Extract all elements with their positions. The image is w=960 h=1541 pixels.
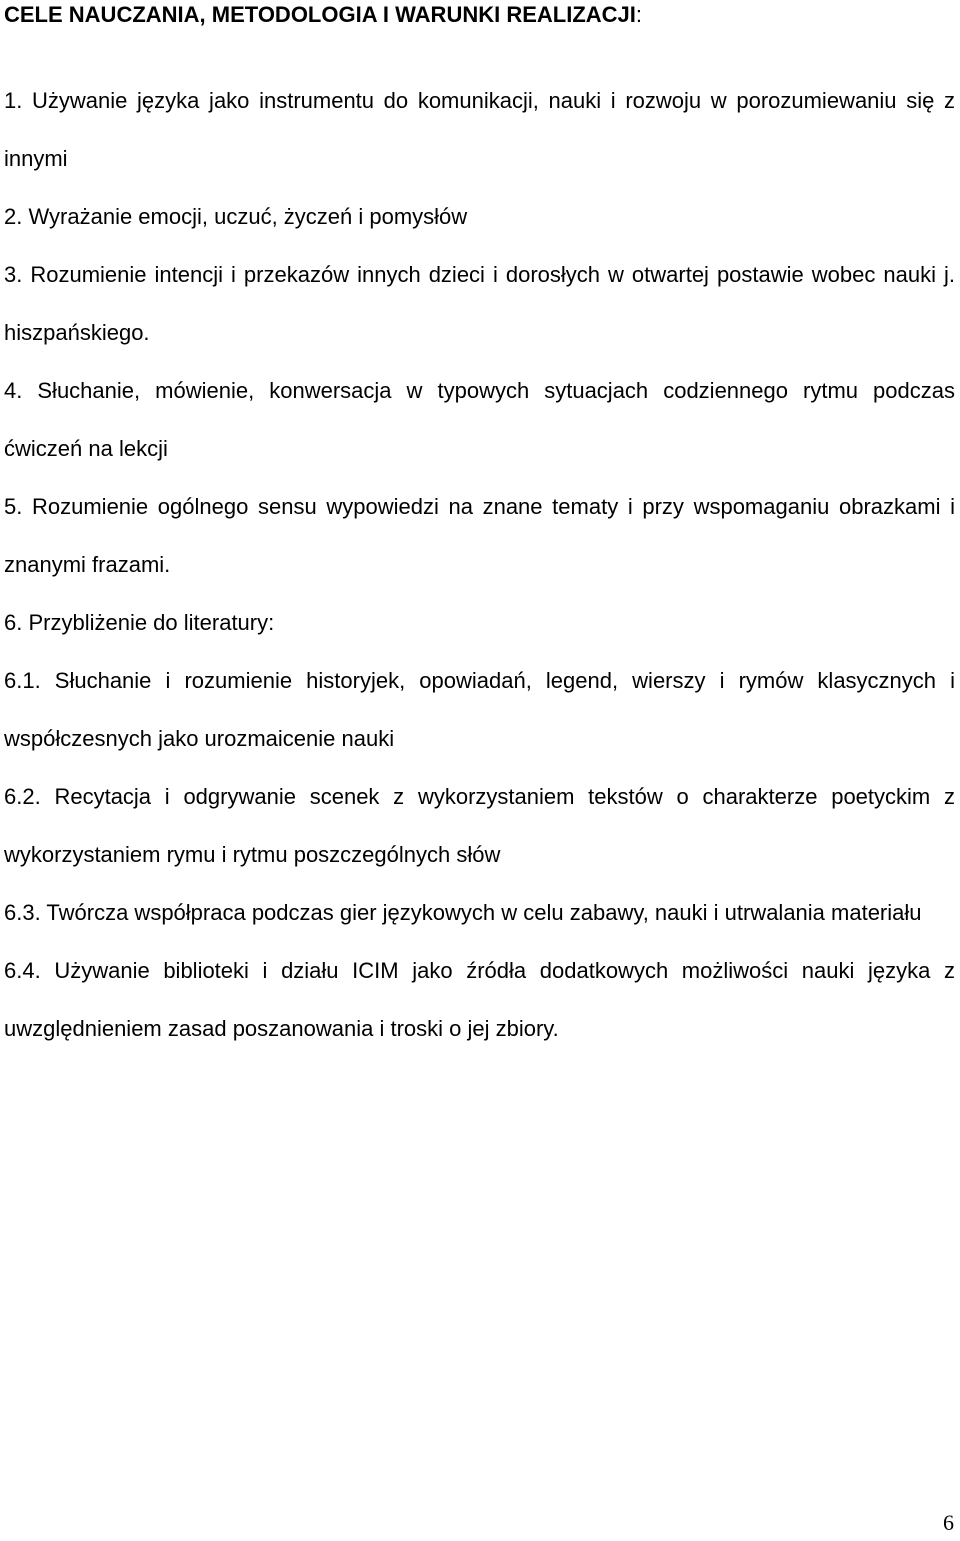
objective-3: 3. Rozumienie intencji i przekazów innych dzieci i dorosłych w otwartej postawie wobec nauki j. hiszpańskiego. (4, 262, 955, 345)
objective-6-4: 6.4. Używanie biblioteki i działu ICIM jako źródła dodatkowych możliwości nauki języka z uwzględnieniem zasad poszanowania i troski o jej zbiory. (4, 958, 955, 1041)
section-heading-text: CELE NAUCZANIA, METODOLOGIA I WARUNKI REALIZACJI (4, 2, 636, 27)
objectives-list (4, 72, 955, 1058)
objective-6-1: 6.1. Słuchanie i rozumienie historyjek, opowiadań, legend, wierszy i rymów klasycznych i współczesnych jako urozmaicenie nauki (4, 668, 955, 751)
objective-6-2: 6.2. Recytacja i odgrywanie scenek z wykorzystaniem tekstów o charakterze poetyckim z wykorzystaniem rymu i rytmu poszczególnych słów (4, 784, 955, 867)
objective-4: 4. Słuchanie, mówienie, konwersacja w typowych sytuacjach codziennego rytmu podczas ćwiczeń na lekcji (4, 378, 955, 461)
section-heading (4, 0, 642, 30)
objective-2: 2. Wyrażanie emocji, uczuć, życzeń i pomysłów (4, 204, 468, 229)
objective-6: 6. Przybliżenie do literatury: (4, 610, 275, 635)
objective-6-3: 6.3. Twórcza współpraca podczas gier językowych w celu zabawy, nauki i utrwalania materiału (4, 900, 922, 925)
page-number: 6 (943, 1510, 954, 1535)
section-heading-colon: : (635, 2, 643, 27)
objective-1: 1. Używanie języka jako instrumentu do komunikacji, nauki i rozwoju w porozumiewaniu się z innymi (4, 88, 955, 171)
objective-5: 5. Rozumienie ogólnego sensu wypowiedzi na znane tematy i przy wspomaganiu obrazkami i znanymi frazami. (4, 494, 955, 577)
